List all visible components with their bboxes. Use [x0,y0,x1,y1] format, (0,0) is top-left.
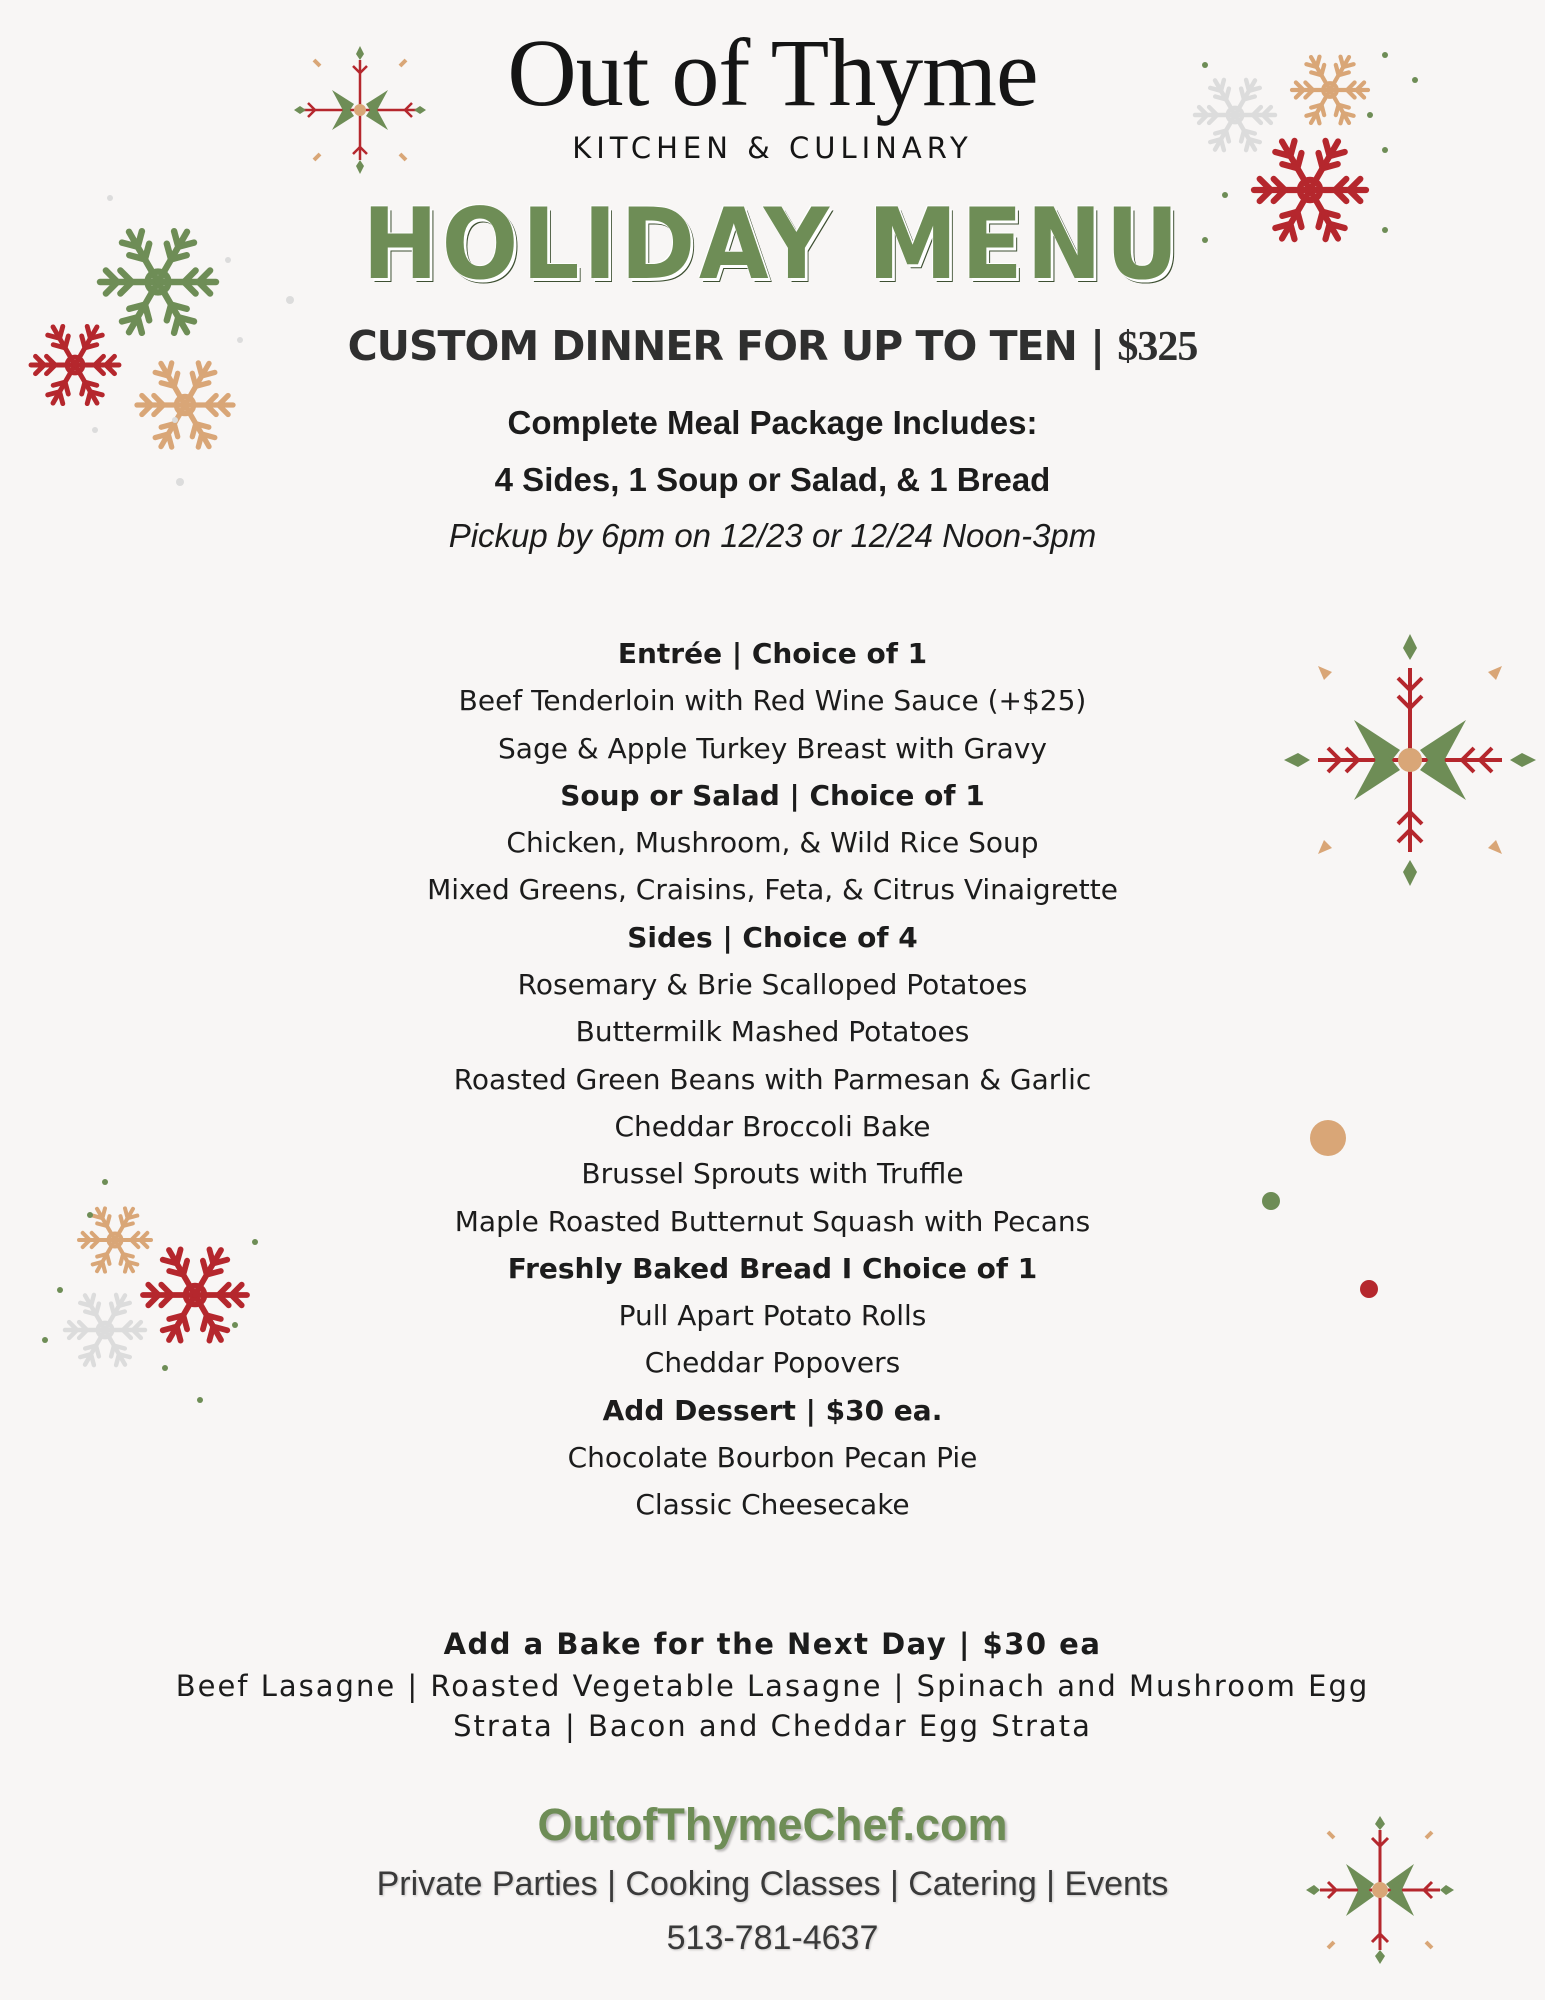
snowflake-icon [137,1237,253,1353]
includes-line-2: 4 Sides, 1 Soup or Salad, & 1 Bread [494,461,1051,498]
dot-icon [57,1287,63,1293]
snowflake-icon [1286,46,1374,134]
menu-item: Cheddar Popovers [644,1346,901,1379]
bake-heading: Add a Bake for the Next Day | $30 ea [443,1627,1102,1661]
dot-icon [1382,227,1388,233]
dot-icon [42,1337,48,1343]
snowflake-icon [25,315,125,415]
dot-icon [252,1239,258,1245]
dot-icon [172,417,178,423]
dot-icon [1367,112,1373,118]
phone-number: 513-781-4637 [666,1919,879,1957]
services-list: Private Parties | Cooking Classes | Catering | Events [376,1865,1169,1903]
dot-icon [286,296,294,304]
dot-icon [197,1397,203,1403]
menu-section-heading: Sides | Choice of 4 [627,921,918,954]
menu-section-heading: Add Dessert | $30 ea. [602,1394,943,1427]
menu-item: Rosemary & Brie Scalloped Potatoes [517,968,1028,1001]
includes-line-1: Complete Meal Package Includes: [507,404,1038,441]
snowflake-icon [131,351,239,459]
dot-icon [1382,147,1388,153]
menu-section-heading: Freshly Baked Bread I Choice of 1 [507,1252,1038,1285]
dot-icon [92,427,98,433]
pickup-info: Pickup by 6pm on 12/23 or 12/24 Noon-3pm [448,517,1097,554]
brand-title: Out of Thyme [507,19,1038,126]
dot-icon [162,1365,168,1371]
bake-options-line-1: Beef Lasagne | Roasted Vegetable Lasagne | Spinach and Mushroom Egg [175,1669,1370,1703]
menu-item: Chocolate Bourbon Pecan Pie [567,1441,978,1474]
dot-icon [107,195,113,201]
dot-icon [1202,237,1208,243]
website-link[interactable]: OutofThymeChef.com [537,1799,1008,1850]
bake-options-line-2: Strata | Bacon and Cheddar Egg Strata [453,1709,1092,1743]
star-ornament-icon [1280,630,1540,890]
menu-section-heading: Entrée | Choice of 1 [617,637,928,670]
dot-icon [1310,1120,1346,1156]
package-title-text: CUSTOM DINNER FOR UP TO TEN | [347,322,1105,370]
menu-heading: HOLIDAY MENU [362,188,1183,302]
menu-item: Chicken, Mushroom, & Wild Rice Soup [506,826,1039,859]
menu-item: Buttermilk Mashed Potatoes [575,1015,970,1048]
menu-item: Classic Cheesecake [635,1488,910,1521]
menu-item: Roasted Green Beans with Parmesan & Garlic [453,1063,1092,1096]
brand-subtitle: KITCHEN & CULINARY [572,131,973,165]
menu-item: Cheddar Broccoli Bake [614,1110,931,1143]
package-price: $325 [1117,324,1198,370]
dot-icon [1382,52,1388,58]
dot-icon [232,1322,238,1328]
dot-icon [1202,62,1208,68]
star-ornament-icon [1300,1815,1460,1965]
dot-icon [225,257,231,263]
dot-icon [87,1212,93,1218]
dot-icon [1412,77,1418,83]
dot-icon [1222,192,1228,198]
menu-item: Mixed Greens, Craisins, Feta, & Citrus Vinaigrette [427,873,1118,906]
menu-section-heading: Soup or Salad | Choice of 1 [560,779,985,812]
dot-icon [237,337,243,343]
menu-item: Brussel Sprouts with Truffle [581,1157,964,1190]
menu-item: Beef Tenderloin with Red Wine Sauce (+$25) [458,684,1087,717]
dot-icon [176,478,184,486]
menu-item: Sage & Apple Turkey Breast with Gravy [498,732,1047,765]
snowflake-icon [59,1284,151,1376]
dot-icon [102,1179,108,1185]
dot-icon [1360,1280,1378,1298]
star-ornament-icon [290,45,430,175]
menu-item: Pull Apart Potato Rolls [618,1299,927,1332]
menu-item: Maple Roasted Butternut Squash with Pecans [454,1205,1091,1238]
snowflake-icon [1248,128,1372,252]
dot-icon [1262,1192,1280,1210]
